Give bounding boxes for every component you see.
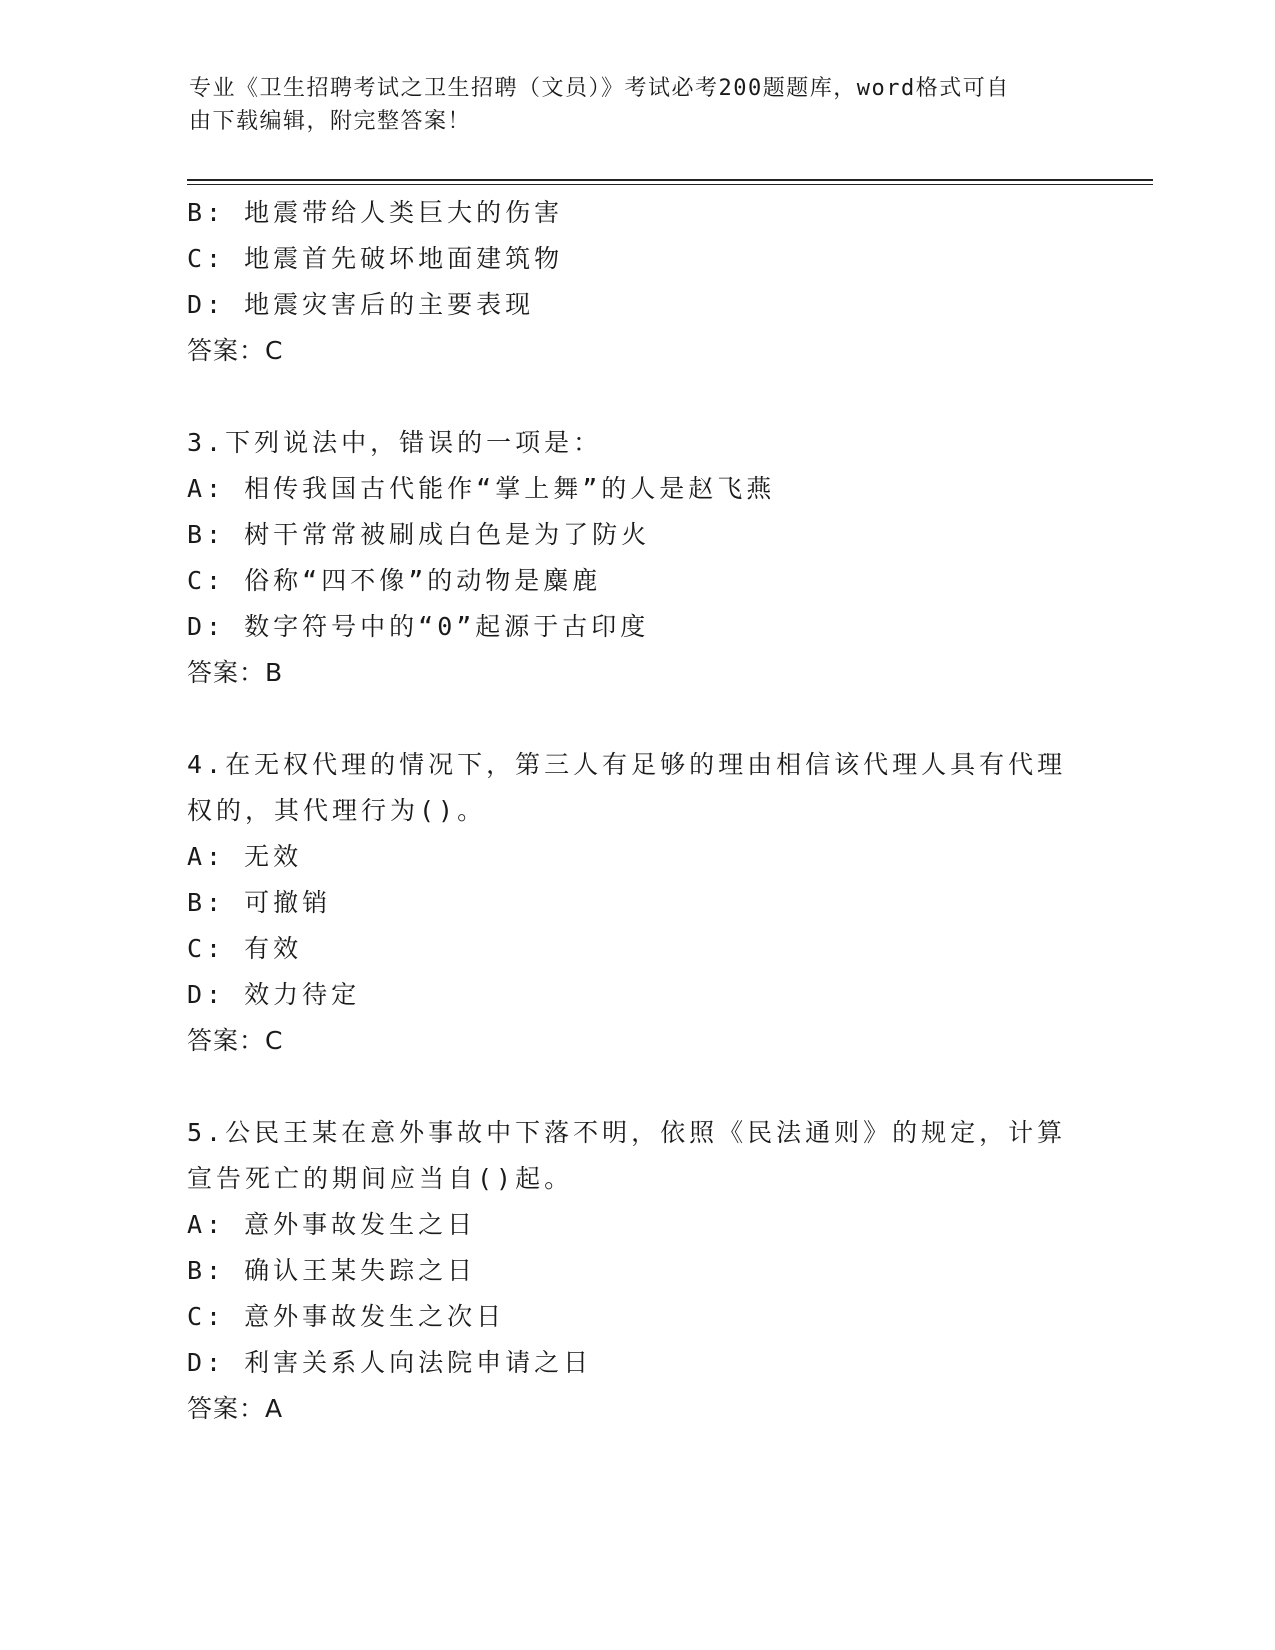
- header-title-line-2: 由下载编辑，附完整答案！: [189, 109, 472, 134]
- document-header: [189, 72, 1069, 138]
- spacer: [187, 374, 1087, 420]
- header-title-line-1: 专业《卫生招聘考试之卫生招聘（文员）》考试必考200题题库，word格式可自: [189, 76, 1010, 101]
- q3-option-c: C: 俗称“四不像”的动物是麋鹿: [187, 566, 602, 595]
- q5-option-a: A: 意外事故发生之日: [187, 1210, 477, 1239]
- q2-option-c: C: 地震首先破坏地面建筑物: [187, 244, 564, 273]
- q3-stem: 3.下列说法中，错误的一项是：: [187, 428, 603, 457]
- q5-stem-line-1: 5.公民王某在意外事故中下落不明，依照《民法通则》的规定，计算: [187, 1118, 1067, 1147]
- question-2-block: [187, 190, 1087, 374]
- q4-stem-line-1: 4.在无权代理的情况下，第三人有足够的理由相信该代理人具有代理: [187, 750, 1067, 779]
- question-list: [187, 190, 1087, 1432]
- q4-option-d: D: 效力待定: [187, 980, 361, 1009]
- question-3-block: [187, 420, 1087, 696]
- q4-option-a: A: 无效: [187, 842, 303, 871]
- spacer: [187, 1064, 1087, 1110]
- q4-option-c: C: 有效: [187, 934, 303, 963]
- q5-answer: 答案：A: [187, 1394, 284, 1423]
- q2-option-b: B: 地震带给人类巨大的伤害: [187, 198, 564, 227]
- q2-option-d: D: 地震灾害后的主要表现: [187, 290, 535, 319]
- q4-answer: 答案：C: [187, 1026, 284, 1055]
- q4-option-b: B: 可撤销: [187, 888, 332, 917]
- q5-stem-line-2: 宣告死亡的期间应当自()起。: [187, 1164, 574, 1193]
- spacer: [187, 696, 1087, 742]
- header-rule-thick: [187, 179, 1153, 181]
- q2-answer: 答案：C: [187, 336, 284, 365]
- question-5-block: [187, 1110, 1087, 1432]
- header-rule-thin: [187, 184, 1153, 185]
- q5-option-d: D: 利害关系人向法院申请之日: [187, 1348, 593, 1377]
- q5-option-c: C: 意外事故发生之次日: [187, 1302, 506, 1331]
- question-4-block: [187, 742, 1087, 1064]
- q3-option-d: D: 数字符号中的“0”起源于古印度: [187, 612, 650, 641]
- q3-option-a: A: 相传我国古代能作“掌上舞”的人是赵飞燕: [187, 474, 776, 503]
- q4-stem-line-2: 权的，其代理行为()。: [187, 796, 487, 825]
- q3-option-b: B: 树干常常被刷成白色是为了防火: [187, 520, 651, 549]
- q5-option-b: B: 确认王某失踪之日: [187, 1256, 477, 1285]
- q3-answer: 答案：B: [187, 658, 284, 687]
